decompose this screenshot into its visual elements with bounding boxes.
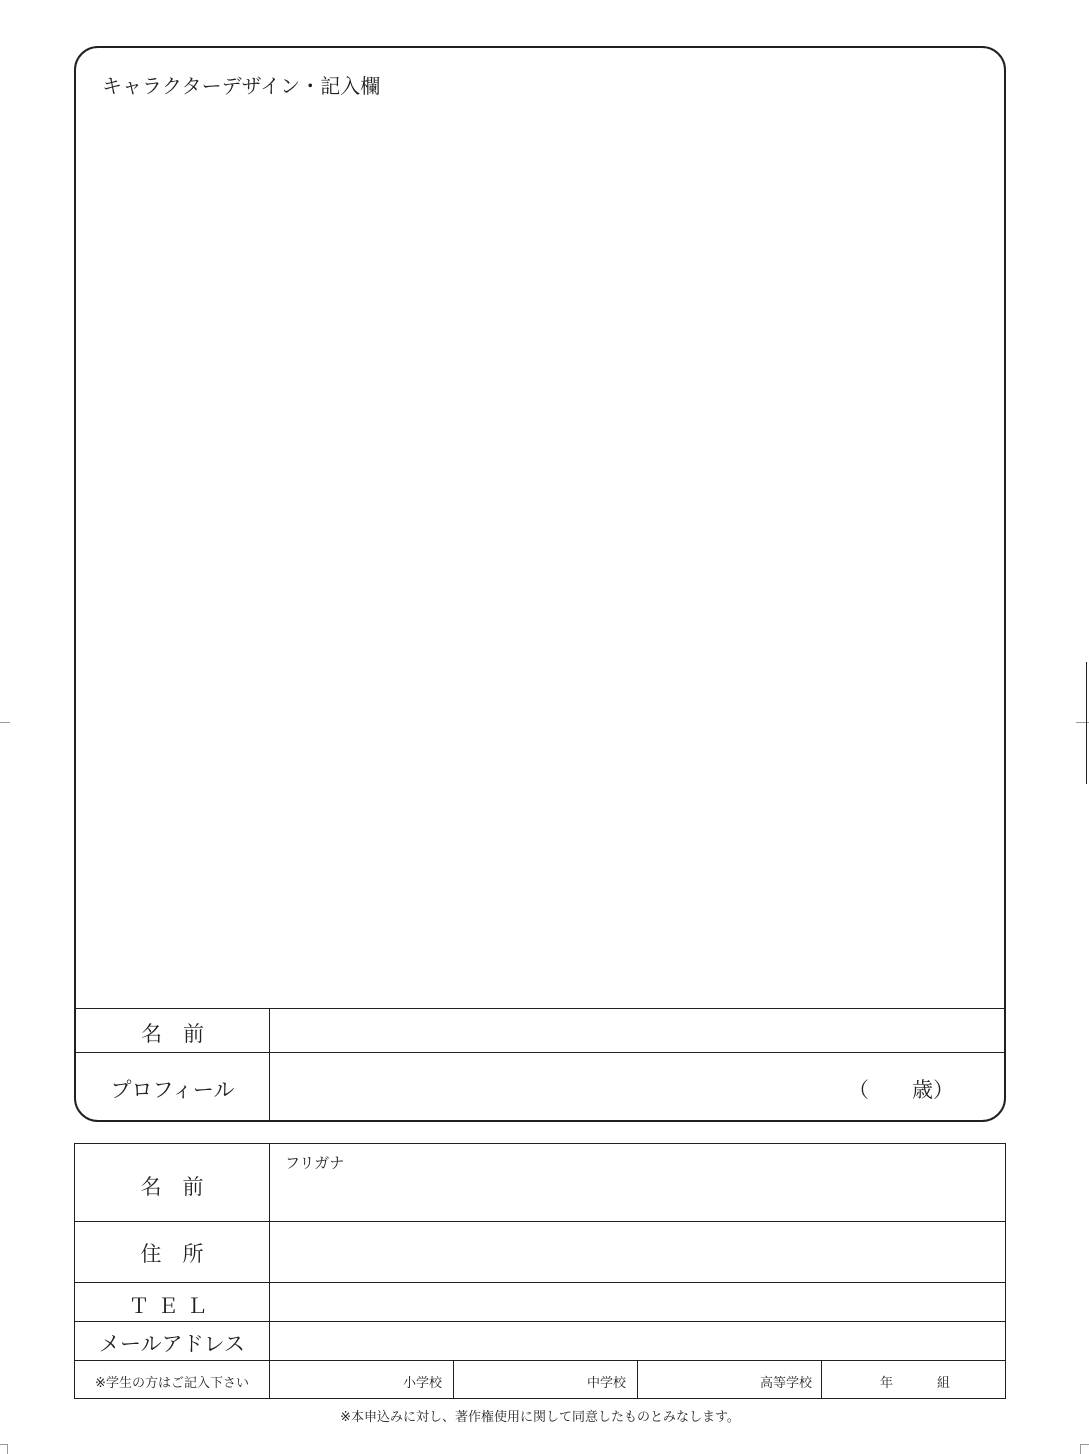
design-label-column-line [269, 1008, 270, 1121]
furigana-field[interactable] [360, 1146, 1004, 1172]
character-profile-field[interactable] [271, 1054, 831, 1120]
tel-label: ＴＥＬ [128, 1294, 216, 1318]
row-line-1 [74, 1221, 1006, 1222]
applicant-name-label: 名 前 [140, 1175, 204, 1199]
crop-mark-bottom-left-v [7, 1444, 8, 1454]
junior-high-school-field[interactable] [455, 1362, 575, 1398]
applicant-name-field[interactable] [271, 1174, 1004, 1220]
class-label: 組 [937, 1376, 951, 1391]
email-field[interactable] [271, 1323, 1004, 1359]
character-profile-label: プロフィール [110, 1078, 235, 1102]
row-line-4 [74, 1360, 1006, 1361]
crop-mark-left [0, 722, 10, 723]
copyright-consent-note: ※本申込みに対し、著作権使用に関して同意したものとみなします。 [340, 1410, 740, 1425]
high-school-field[interactable] [639, 1362, 749, 1398]
design-divider-middle [75, 1052, 1005, 1053]
crop-mark-right-horizontal [1076, 722, 1089, 723]
design-section-title: キャラクターデザイン・記入欄 [102, 74, 381, 98]
email-label: メールアドレス [99, 1332, 245, 1356]
crop-mark-bottom-right [1080, 1444, 1089, 1445]
school-divider-1 [453, 1360, 454, 1399]
address-label: 住 所 [140, 1242, 204, 1266]
character-name-field[interactable] [271, 1010, 1004, 1051]
row-line-2 [74, 1282, 1006, 1283]
label-column-line [269, 1143, 270, 1399]
address-field[interactable] [271, 1223, 1004, 1281]
age-unit-label: 歳） [912, 1078, 954, 1102]
tel-field[interactable] [271, 1284, 1004, 1320]
grade-field[interactable] [825, 1362, 877, 1398]
class-field[interactable] [898, 1362, 936, 1398]
school-divider-3 [821, 1360, 822, 1399]
school-divider-2 [637, 1360, 638, 1399]
high-school-label: 高等学校 [759, 1376, 812, 1391]
junior-high-school-label: 中学校 [586, 1376, 626, 1391]
character-age-field[interactable] [872, 1060, 908, 1110]
elementary-school-label: 小学校 [402, 1376, 442, 1391]
elementary-school-field[interactable] [271, 1362, 391, 1398]
crop-mark-bottom-right-v [1080, 1444, 1081, 1454]
crop-mark-right-vertical [1086, 662, 1087, 784]
grade-label: 年 [880, 1376, 894, 1391]
character-name-label: 名 前 [141, 1022, 204, 1046]
age-open-paren: （ [848, 1078, 869, 1102]
design-divider-top [75, 1008, 1005, 1009]
furigana-label: フリガナ [285, 1154, 345, 1172]
row-line-3 [74, 1321, 1006, 1322]
drawing-area[interactable] [76, 100, 1004, 1008]
student-note: ※学生の方はご記入下さい [95, 1376, 249, 1391]
